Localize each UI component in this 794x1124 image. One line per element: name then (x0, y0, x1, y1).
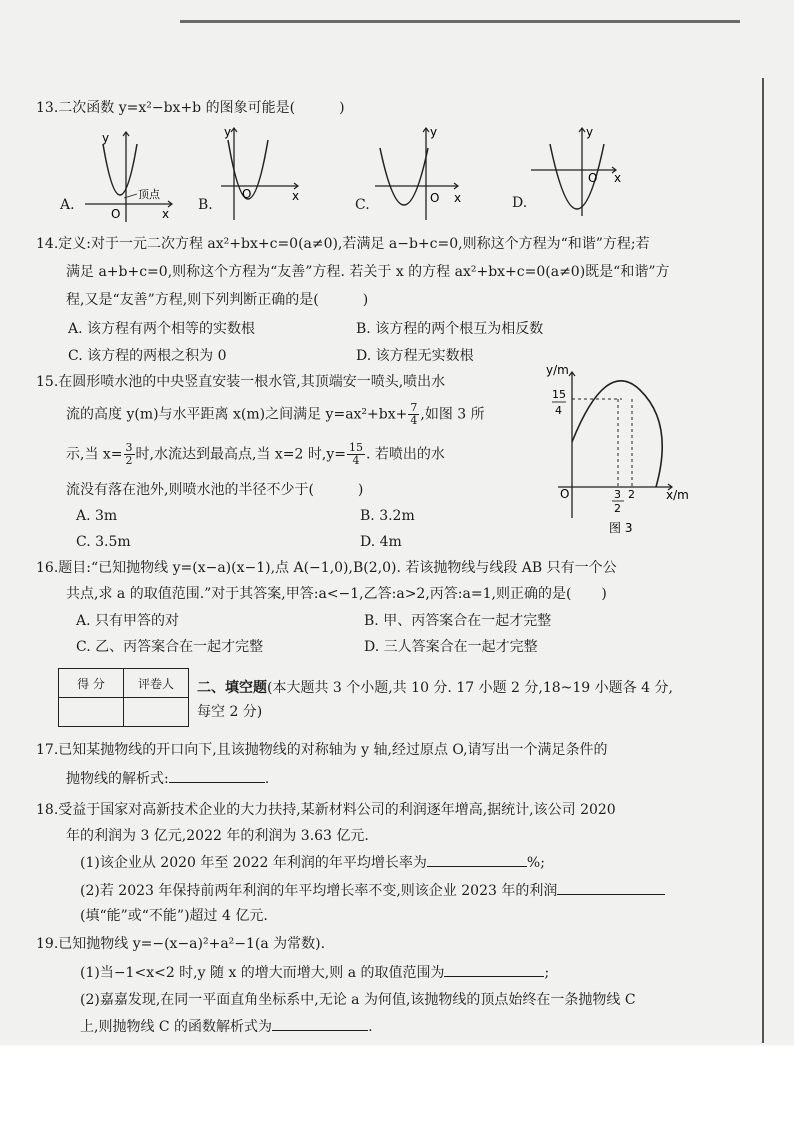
q15-frac2-den: 2 (125, 454, 133, 467)
score-cell[interactable] (59, 698, 124, 727)
q19-end: . (368, 1019, 373, 1035)
q19-part2b (80, 1016, 373, 1037)
q15-frac-3-2 (124, 442, 135, 467)
q15-paren-close: ) (357, 482, 364, 498)
section-2-desc: (本大题共 3 个小题,共 10 分. 17 小题 2 分,18~19 小题各 4 分, (267, 680, 673, 696)
q17-end: . (264, 771, 270, 787)
q15-frac3-num: 15 (348, 441, 363, 454)
q14-option-c: C. 该方程的两根之积为 0 (68, 348, 227, 364)
q14-line1: 14.定义:对于一元二次方程 ax²+bx+c=0(a≠0),若满足 a−b+c=0,则称这个方程为“和谐”方程;若 (36, 236, 650, 252)
q16-paren-close: ) (601, 586, 607, 602)
q18-part2 (80, 880, 665, 901)
q15-fig-y-axis-label: y/m (546, 363, 569, 377)
q13-c-y-label: y (430, 125, 438, 139)
section-2-desc2: 每空 2 分) (197, 704, 263, 720)
q18-part2b: (填“能”或“不能”)超过 4 亿元. (80, 908, 268, 924)
q14-line2: 满足 a+b+c=0,则称这个方程为“友善”方程. 若关于 x 的方程 ax²+bx+c=0(a≠0)既是“和谐”方 (66, 264, 670, 280)
q15-fig-x-tick-2: 2 (628, 488, 635, 501)
q15-fig-x-axis-label: x/m (666, 488, 689, 502)
q16-option-a: A. 只有甲答的对 (76, 613, 180, 629)
q16-line2-text: 共点,求 a 的取值范围.”对于其答案,甲答:a<−1,乙答:a>2,丙答:a=1,则正确的是( (66, 586, 572, 602)
q15-frac-7-4 (408, 402, 419, 427)
q19-part1-text: (1)当−1<x<2 时,y 随 x 的增大而增大,则 a 的取值范围为 (80, 965, 445, 981)
score-table (58, 668, 189, 727)
q17-line2-text: 抛物线的解析式: (66, 771, 169, 787)
q14-line3 (66, 290, 368, 310)
q19-part2-blank[interactable] (272, 1016, 368, 1031)
section-2-header (197, 676, 717, 724)
q13-a-origin: O (111, 207, 121, 221)
score-label: 得 分 (59, 669, 124, 698)
q13-a-y-label: y (102, 131, 110, 145)
q15-frac3-den: 4 (352, 454, 360, 467)
q19-part1 (80, 962, 549, 983)
q15-fig-x-tick-num: 3 (614, 488, 621, 501)
q18-part1-text: (1)该企业从 2020 年至 2022 年利润的年平均增长率为 (80, 855, 427, 871)
q15-line3-text: 示,当 x= (66, 446, 123, 463)
q16-line2 (66, 584, 607, 604)
q18-part2-text: (2)若 2023 年保持前两年利润的年平均增长率不变,则该企业 2023 年的利润 (80, 883, 558, 899)
q13-d-origin: O (588, 171, 598, 185)
q13-graph-a (80, 130, 180, 225)
q14-line3-text: 程,又是“友善”方程,则下列判断正确的是( (66, 292, 319, 308)
q14-paren-close: ) (362, 292, 369, 308)
q14-option-b: B. 该方程的两个根互为相反数 (356, 321, 544, 337)
q18-part1-blank[interactable] (427, 852, 527, 867)
q17-answer-blank[interactable] (169, 768, 265, 783)
q15-fig-y-tick-den: 4 (555, 404, 562, 417)
q15-line2-end: ,如图 3 所 (420, 406, 485, 423)
grader-cell[interactable] (124, 698, 189, 727)
q15-fig-x-tick-den: 2 (614, 502, 621, 515)
q13-graph-d (528, 124, 628, 219)
q13-b-origin: O (242, 187, 252, 201)
q18-line2: 年的利润为 3 亿元,2022 年的利润为 3.63 亿元. (66, 828, 369, 844)
q15-frac1-num: 7 (410, 401, 418, 414)
q15-option-d: D. 4m (360, 534, 402, 550)
q15-option-b: B. 3.2m (360, 508, 415, 524)
q15-line3-mid: 时,水流达到最高点,当 x=2 时,y= (135, 446, 346, 463)
section-2-title: 二、填空题 (197, 680, 267, 696)
q13-option-b-label: B. (198, 197, 213, 213)
q18-part2-blank[interactable] (557, 880, 665, 895)
q14-option-d: D. 该方程无实数根 (356, 348, 474, 364)
q13-c-origin: O (430, 191, 440, 205)
q15-line1: 15.在圆形喷水池的中央竖直安装一根水管,其顶端安一喷头,喷出水 (36, 374, 446, 390)
q15-fig-y-tick-num: 15 (552, 388, 566, 401)
margin-line (762, 78, 764, 1043)
q18-line1: 18.受益于国家对高新技术企业的大力扶持,某新材料公司的利润逐年增高,据统计,该公司 2020 (36, 802, 616, 818)
q15-line3-end: . 若喷出的水 (365, 446, 445, 463)
q19-part1-end: ; (544, 965, 550, 981)
q13-option-d-label: D. (512, 195, 528, 211)
q15-line4 (66, 480, 363, 500)
q19-line1: 19.已知抛物线 y=−(x−a)²+a²−1(a 为常数). (36, 936, 326, 952)
q13-d-x-label: x (614, 171, 622, 185)
q13-a-vertex-label: 顶点 (138, 188, 160, 201)
page-top-edge (180, 20, 740, 23)
q15-frac2-num: 3 (125, 441, 133, 454)
q18-part1 (80, 852, 545, 873)
q19-part2: (2)嘉嘉发现,在同一平面直角坐标系中,无论 a 为何值,该抛物线的顶点始终在一条抛物线 C (80, 992, 636, 1008)
q13-stem-text: 13.二次函数 y=x²−bx+b 的图象可能是( (36, 100, 296, 116)
q18-part1-end: %; (526, 855, 545, 871)
q13-graph-b (218, 122, 318, 222)
q13-stem (36, 98, 345, 118)
q13-c-x-label: x (454, 191, 462, 205)
q13-b-x-label: x (292, 189, 300, 203)
q13-graph-c (372, 122, 472, 222)
q17-line2 (66, 768, 269, 789)
q17-line1: 17.已知某抛物线的开口向下,且该抛物线的对称轴为 y 轴,经过原点 O,请写出一个满足条件的 (36, 742, 608, 758)
q19-part1-blank[interactable] (444, 962, 544, 977)
q13-option-c-label: C. (355, 197, 370, 213)
q13-option-a-label: A. (60, 197, 75, 213)
q15-fig-caption: 图 3 (609, 521, 633, 535)
q15-line2 (66, 402, 485, 427)
q15-frac1-den: 4 (410, 414, 418, 427)
q15-frac-15-4 (347, 442, 365, 467)
q16-line1: 16.题目:“已知抛物线 y=(x−a)(x−1),点 A(−1,0),B(2,0). 若该抛物线与线段 AB 只有一个公 (36, 560, 617, 576)
q15-line2-text: 流的高度 y(m)与水平距离 x(m)之间满足 y=ax²+bx+ (66, 406, 408, 423)
q13-paren-close: ) (339, 100, 345, 116)
q15-option-a: A. 3m (76, 508, 118, 524)
grader-label: 评卷人 (124, 669, 189, 698)
q16-option-c: C. 乙、丙答案合在一起才完整 (76, 639, 264, 655)
q13-a-x-label: x (162, 207, 170, 221)
q15-fig-origin: O (560, 487, 570, 501)
q13-b-y-label: y (224, 125, 232, 139)
q19-part2b-text: 上,则抛物线 C 的函数解析式为 (80, 1019, 273, 1035)
q13-d-y-label: y (586, 125, 594, 139)
q15-line4-text: 流没有落在池外,则喷水池的半径不少于( (66, 482, 314, 498)
q14-option-a: A. 该方程有两个相等的实数根 (68, 321, 256, 337)
q15-line3 (66, 442, 445, 467)
q15-option-c: C. 3.5m (76, 534, 131, 550)
q15-figure-3 (540, 360, 700, 538)
q16-option-d: D. 三人答案合在一起才完整 (364, 639, 538, 655)
q16-option-b: B. 甲、丙答案合在一起才完整 (364, 613, 552, 629)
